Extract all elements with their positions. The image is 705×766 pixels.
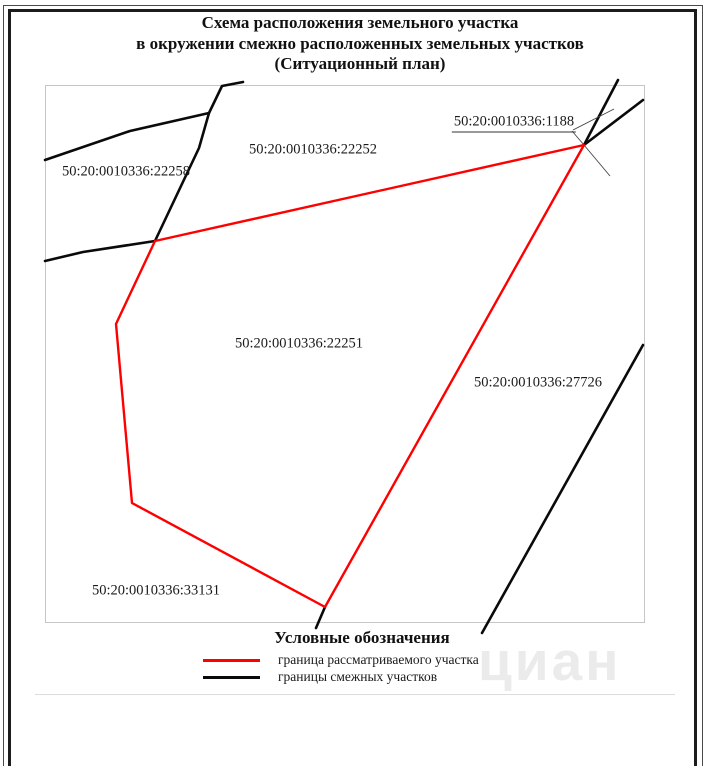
title-line-3: (Ситуационный план) — [274, 54, 446, 73]
legend-subject-line-swatch — [203, 659, 260, 662]
page-title — [15, 13, 705, 75]
legend-adjacent-label: границы смежных участков — [278, 669, 438, 684]
parcel-label-22251: 50:20:0010336:22251 — [234, 335, 364, 352]
parcel-label-1188: 50:20:0010336:1188 — [452, 114, 576, 133]
parcel-label-27726: 50:20:0010336:27726 — [473, 374, 603, 391]
legend-title: Условные обозначения — [274, 628, 450, 647]
title-line-1: Схема расположения земельного участка — [201, 13, 519, 32]
legend-adjacent-line-swatch — [203, 676, 260, 679]
parcel-label-22252: 50:20:0010336:22252 — [248, 141, 378, 158]
parcel-label-33131: 50:20:0010336:33131 — [91, 582, 221, 599]
watermark-text: циан — [478, 630, 622, 692]
footer-divider — [35, 694, 675, 695]
parcel-label-22258: 50:20:0010336:22258 — [61, 163, 191, 180]
legend-subject-label: граница рассматриваемого участка — [278, 652, 479, 667]
title-line-2: в окружении смежно расположенных земельных участков — [136, 33, 584, 53]
